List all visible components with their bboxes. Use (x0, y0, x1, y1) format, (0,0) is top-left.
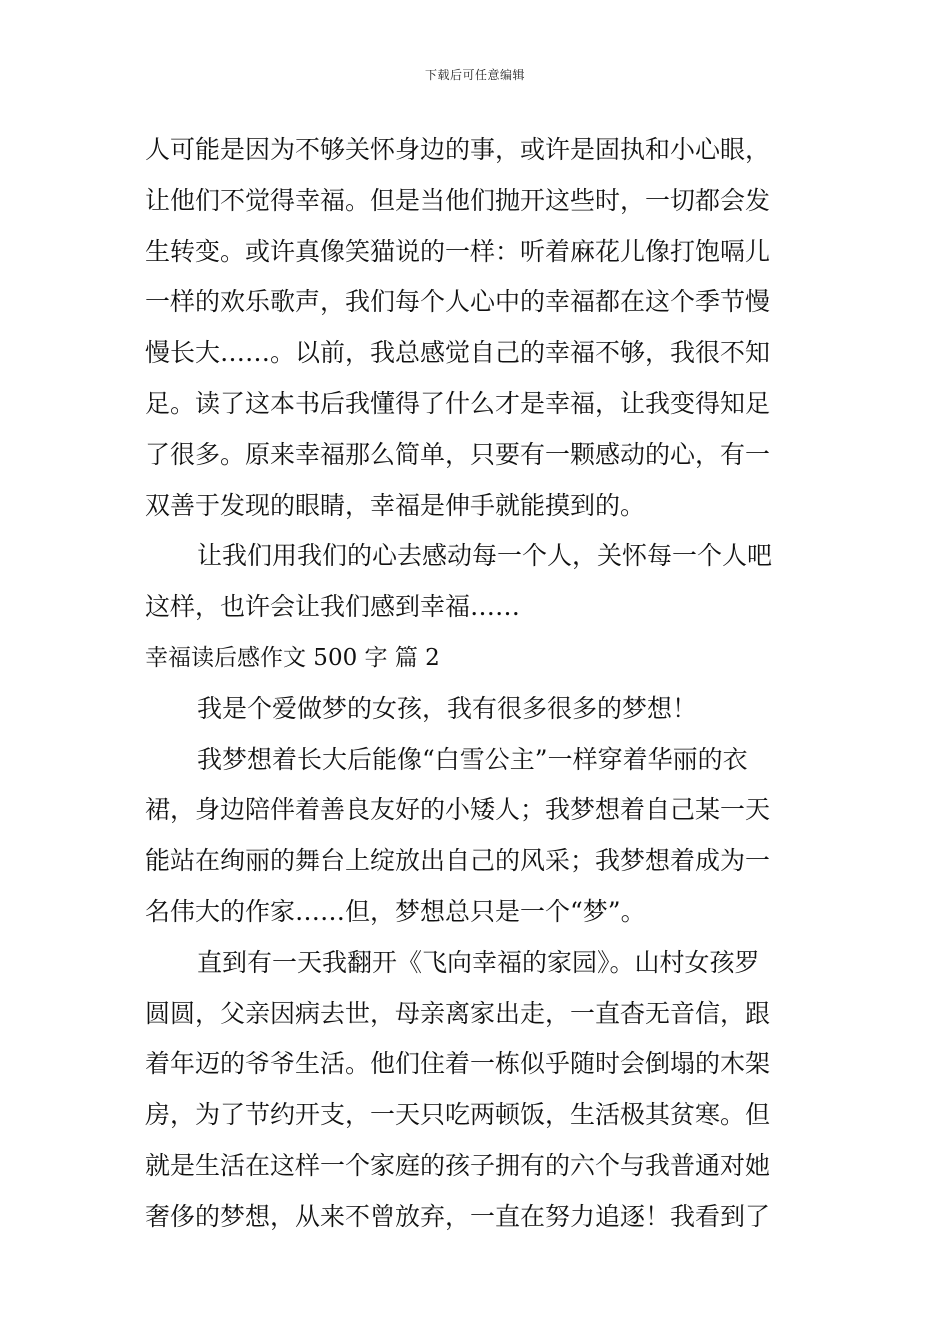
document-body (145, 125, 809, 1243)
text-line: 我梦想着长大后能像“白雪公主”一样穿着华丽的衣 (197, 744, 748, 774)
text-line: 人可能是因为不够关怀身边的事，或许是固执和小心眼， (145, 135, 771, 164)
text-line: 我是个爱做梦的女孩，我有很多很多的梦想！ (197, 693, 698, 723)
text-line: 足。读了这本书后我懂得了什么才是幸福，让我变得知足 (145, 388, 771, 418)
text-line: 一样的欢乐歌声，我们每个人心中的幸福都在这个季节慢 (145, 287, 771, 317)
text-line: 直到有一天我翻开《飞向幸福的家园》。山村女孩罗 (197, 947, 760, 977)
text-line: 房，为了节约开支，一天只吃两顿饭，生活极其贫寒。但 (145, 1100, 771, 1130)
text-line: 生转变。或许真像笑猫说的一样：听着麻花儿像打饱嗝儿 (145, 236, 771, 266)
page-header: 下载后可任意编辑 (424, 68, 525, 82)
text-line: 着年迈的爷爷生活。他们住着一栋似乎随时会倒塌的木架 (145, 1049, 771, 1079)
section-heading: 幸福读后感作文 500 字 篇 2 (145, 644, 440, 671)
text-line: 了很多。原来幸福那么简单，只要有一颗感动的心，有一 (145, 439, 771, 469)
text-line: 裙，身边陪伴着善良友好的小矮人；我梦想着自己某一天 (145, 795, 771, 825)
text-line: 奢侈的梦想，从来不曾放弃，一直在努力追逐！我看到了 (145, 1201, 771, 1231)
text-line: 这样，也许会让我们感到幸福…… (145, 592, 521, 622)
text-line: 让我们用我们的心去感动每一个人，关怀每一个人吧 (197, 541, 773, 571)
text-line: 圆圆，父亲因病去世，母亲离家出走，一直杳无音信，跟 (145, 998, 771, 1028)
text-line: 双善于发现的眼睛，幸福是伸手就能摸到的。 (145, 490, 646, 520)
text-line: 慢长大……。以前，我总感觉自己的幸福不够，我很不知 (145, 338, 771, 368)
text-line: 能站在绚丽的舞台上绽放出自己的风采；我梦想着成为一 (145, 846, 771, 876)
text-line: 就是生活在这样一个家庭的孩子拥有的六个与我普通对她 (145, 1150, 771, 1180)
text-line: 名伟大的作家……但，梦想总只是一个“梦”。 (145, 896, 646, 926)
text-line: 让他们不觉得幸福。但是当他们抛开这些时，一切都会发 (145, 185, 771, 215)
